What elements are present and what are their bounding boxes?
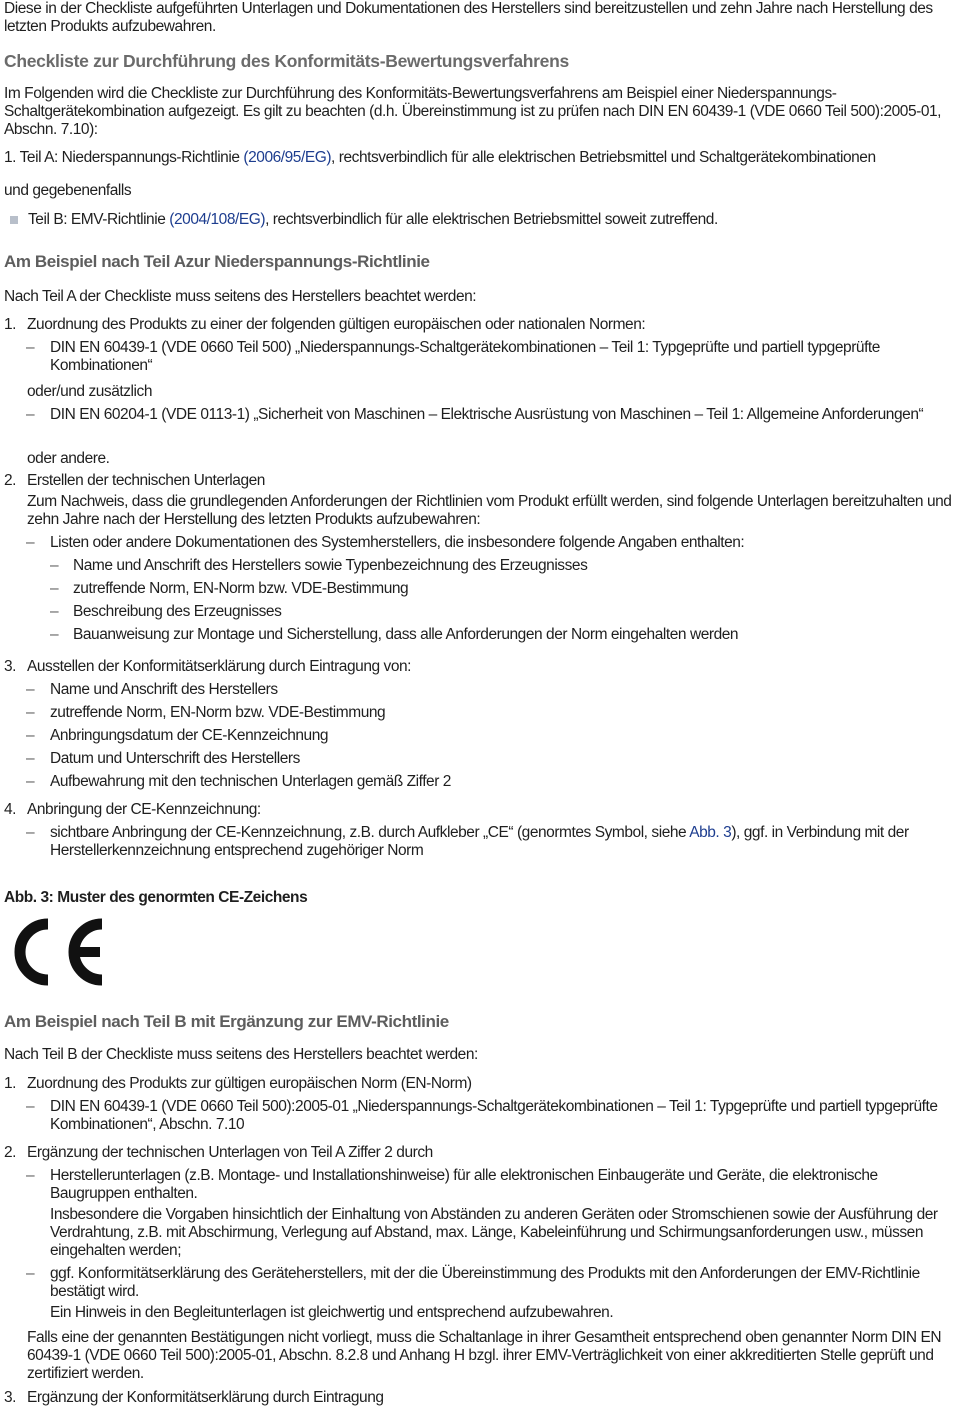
b2-dash-1 [4, 1167, 958, 1203]
dash-bullet-icon: – [26, 1265, 35, 1282]
a4-text-end: ), ggf. in Verbindung mit der Herstellerkennzeichnung entsprechend zugehöriger Norm [50, 824, 909, 859]
dash-bullet-icon: – [26, 1098, 35, 1115]
a3-item-text: Name und Anschrift des Herstellers [50, 681, 278, 698]
dash-bullet-icon: – [26, 339, 35, 356]
teil-b-text: Teil B: EMV-Richtlinie [28, 211, 170, 228]
ce-mark-logo [8, 916, 108, 988]
dash-bullet-icon: – [26, 704, 35, 721]
abb-3-link[interactable]: Abb. 3 [689, 824, 732, 841]
teil-a-text-end: , rechtsverbindlich für alle elektrischen Betriebsmittel und Schaltgerätekombinationen [331, 149, 876, 166]
b1-item [4, 1075, 958, 1093]
directive-2004-108-link[interactable]: (2004/108/EG) [169, 211, 266, 228]
dash-bullet-icon: – [26, 681, 35, 698]
dash-bullet-icon: – [26, 824, 35, 841]
a3-dash-2 [4, 704, 958, 722]
a1-oder-und: oder/und zusätzlich [27, 383, 153, 400]
a3-item [4, 658, 958, 676]
a1-item [4, 316, 958, 334]
a2-sub-2 [4, 580, 958, 598]
directive-2006-95-link[interactable]: (2006/95/EG) [243, 149, 332, 166]
heading-checklist: Checkliste zur Durchführung des Konformitäts-Bewertungsverfahrens [4, 51, 569, 71]
a3-item-text: zutreffende Norm, EN-Norm bzw. VDE-Bestimmung [50, 704, 386, 721]
a2-listen: Listen oder andere Dokumentationen des Systemherstellers, die insbesondere folgende Angaben enthalten: [50, 534, 745, 551]
dash-bullet-icon: – [26, 534, 35, 551]
a2-sub-text: Bauanweisung zur Montage und Sicherstellung, dass alle Anforderungen der Norm eingehalten werden [73, 626, 739, 643]
teil-a-paragraph: Nach Teil A der Checkliste muss seitens des Herstellers beachtet werden: [4, 288, 477, 305]
a4-dash-1 [4, 824, 958, 860]
a3-number: 3. [4, 658, 17, 675]
a4-title: Anbringung der CE-Kennzeichnung: [27, 801, 261, 818]
dash-bullet-icon: – [50, 580, 59, 597]
b2-falls: Falls eine der genannten Bestätigungen nicht vorliegt, muss die Schaltanlage in ihrer Gesamtheit entsprechend oben genannter Norm DIN EN 60439-1 (VDE 0660 Teil 500):2005-01, Abschn. 8.2.8 und Anhang H bzgl. ihrer EMV-Verträglichkeit von einer akkreditierten Stelle geprüft und zertifiziert werden. [27, 1329, 942, 1382]
dash-bullet-icon: – [50, 603, 59, 620]
a3-title: Ausstellen der Konformitätserklärung durch Eintragung von: [27, 658, 412, 675]
a2-text: Zum Nachweis, dass die grundlegenden Anforderungen der Richtlinien vom Produkt erfüllt werden, sind folgende Unterlagen bereitzuhalten und zehn Jahre nach der Herstellung des letzten Produkts aufzubewahren: [27, 493, 952, 528]
a1-oder-andere: oder andere. [27, 450, 110, 467]
heading-teil-b: Am Beispiel nach Teil B mit Ergänzung zur EMV-Richtlinie [4, 1012, 449, 1031]
heading-teil-a: Am Beispiel nach Teil Azur Niederspannungs-Richtlinie [4, 252, 430, 271]
a3-item-text: Aufbewahrung mit den technischen Unterlagen gemäß Ziffer 2 [50, 773, 451, 790]
a2-sub-1 [4, 557, 958, 575]
a2-sub-4 [4, 626, 958, 644]
a1-text: Zuordnung des Produkts zu einer der folgenden gültigen europäischen oder nationalen Normen: [27, 316, 646, 333]
b2-dash-2 [4, 1265, 958, 1301]
dash-bullet-icon: – [26, 406, 35, 423]
teil-b-paragraph: Nach Teil B der Checkliste muss seitens des Herstellers beachtet werden: [4, 1046, 478, 1063]
a1-dash-2 [4, 406, 958, 424]
teil-a-text: Teil A: Niederspannungs-Richtlinie [19, 149, 244, 166]
b2-konformitaet: ggf. Konformitätserklärung des Geräteherstellers, mit der die Übereinstimmung des Produkts mit den Anforderungen der EMV-Richtlinie bestätigt wird. [50, 1265, 920, 1300]
b3-title: Ergänzung der Konformitätserklärung durch Eintragung [27, 1389, 384, 1406]
b3-item [4, 1389, 958, 1407]
a3-item-text: Datum und Unterschrift des Herstellers [50, 750, 300, 767]
dash-bullet-icon: – [50, 626, 59, 643]
a1-dash-1 [4, 339, 958, 375]
b1-title: Zuordnung des Produkts zur gültigen europäischen Norm (EN-Norm) [27, 1075, 472, 1092]
a3-item-text: Anbringungsdatum der CE-Kennzeichnung [50, 727, 329, 744]
b2-item [4, 1144, 958, 1162]
a2-title: Erstellen der technischen Unterlagen [27, 472, 265, 489]
teil-b-item [4, 211, 958, 229]
b1-norm: DIN EN 60439-1 (VDE 0660 Teil 500):2005-01 „Niederspannungs-Schaltgerätekombinationen – Teil 1: Typgeprüfte und partiell typgeprüfte Kombinationen“, Abschn. 7.10 [50, 1098, 938, 1133]
checklist-paragraph: Im Folgenden wird die Checkliste zur Durchführung des Konformitäts-Bewertungsverfahrens am Beispiel einer Niederspannungs-Schaltgerätekombination aufgezeigt. Es gilt zu beachten (d.h. Übereinstimmung ist zu prüfen nach DIN EN 60439-1 (VDE 0660 Teil 500):2005-01, Abschn. 7.10): [4, 85, 942, 138]
square-bullet-icon [10, 216, 18, 224]
teil-a-number: 1. [4, 149, 17, 166]
b3-number: 3. [4, 1389, 17, 1406]
a3-dash-5 [4, 773, 958, 791]
a3-dash-4 [4, 750, 958, 768]
b2-title: Ergänzung der technischen Unterlagen von Teil A Ziffer 2 durch [27, 1144, 433, 1161]
b2-number: 2. [4, 1144, 17, 1161]
dash-bullet-icon: – [50, 557, 59, 574]
a2-sub-text: zutreffende Norm, EN-Norm bzw. VDE-Bestimmung [73, 580, 409, 597]
dash-bullet-icon: – [26, 727, 35, 744]
dash-bullet-icon: – [26, 773, 35, 790]
a4-text: sichtbare Anbringung der CE-Kennzeichnung, z.B. durch Aufkleber „CE“ (genormtes Symbol, siehe [50, 824, 690, 841]
figure-caption: Abb. 3: Muster des genormten CE-Zeichens [4, 889, 308, 906]
b2-insbesondere: Insbesondere die Vorgaben hinsichtlich der Einhaltung von Abständen zu anderen Geräten oder Stromschienen sowie der Ausführung der Verdrahtung, z.B. mit Abschirmung, Verlegung auf Abstand, max. Länge, Kabeleinführung und Schirmungsanforderungen usw., müssen eingehalten werden; [50, 1206, 938, 1259]
a1-norm-2: DIN EN 60204-1 (VDE 0113-1) „Sicherheit von Maschinen – Elektrische Ausrüstung von Maschinen – Teil 1: Allgemeine Anforderungen“ [50, 406, 924, 423]
a2-number: 2. [4, 472, 17, 489]
a2-sub-text: Name und Anschrift des Herstellers sowie Typenbezeichnung des Erzeugnisses [73, 557, 588, 574]
teil-a-item [4, 149, 958, 167]
dash-bullet-icon: – [26, 750, 35, 767]
a2-dash-1 [4, 534, 958, 552]
b1-number: 1. [4, 1075, 17, 1092]
b1-dash-1 [4, 1098, 958, 1134]
und-gegebenenfalls: und gegebenenfalls [4, 182, 132, 199]
a4-item [4, 801, 958, 819]
intro-paragraph: Diese in der Checkliste aufgeführten Unterlagen und Dokumentationen des Herstellers sind bereitzustellen und zehn Jahre nach Herstellung des letzten Produkts aufzubewahren. [4, 0, 933, 35]
a4-number: 4. [4, 801, 17, 818]
b2-hersteller: Herstellerunterlagen (z.B. Montage- und Installationshinweise) für alle elektronischen Einbaugeräte und Geräte, die elektronische Baugruppen enthalten. [50, 1167, 878, 1202]
a2-sub-3 [4, 603, 958, 621]
teil-b-text-end: , rechtsverbindlich für alle elektrischen Betriebsmittel soweit zutreffend. [265, 211, 718, 228]
a1-number: 1. [4, 316, 17, 333]
a3-dash-3 [4, 727, 958, 745]
a1-norm-1: DIN EN 60439-1 (VDE 0660 Teil 500) „Niederspannungs-Schaltgerätekombinationen – Teil 1: Typgeprüfte und partiell typgeprüfte Kombinationen“ [50, 339, 880, 374]
a3-dash-1 [4, 681, 958, 699]
b2-hinweis: Ein Hinweis in den Begleitunterlagen ist gleichwertig und entsprechend aufzubewahren. [50, 1304, 614, 1321]
dash-bullet-icon: – [26, 1167, 35, 1184]
a2-item [4, 472, 958, 490]
a2-sub-text: Beschreibung des Erzeugnisses [73, 603, 282, 620]
